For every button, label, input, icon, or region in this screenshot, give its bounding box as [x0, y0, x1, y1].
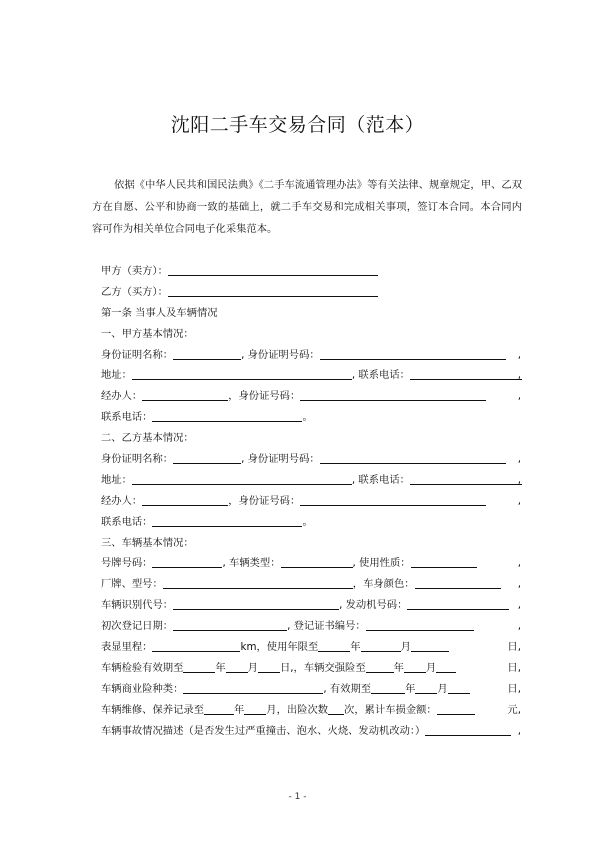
- intro-paragraph: [92, 174, 522, 240]
- usage-label: , 使用性质：: [352, 557, 411, 570]
- a-agent-label: 经办人：: [101, 390, 143, 403]
- b-id-comma: ,: [517, 453, 521, 466]
- engine-blank[interactable]: [407, 597, 509, 610]
- use-year-label: 年: [350, 641, 361, 654]
- accident-comma: ,: [517, 724, 521, 737]
- valid-day-blank[interactable]: [448, 681, 470, 694]
- plate-label: 号牌号码：: [101, 557, 153, 570]
- b-contact-blank[interactable]: [152, 514, 302, 527]
- b-addr-row: [101, 470, 521, 491]
- b-agent-row: [101, 491, 521, 512]
- a-id-no-label: , 身份证明号码：: [241, 348, 320, 361]
- inspect-day-blank[interactable]: [258, 660, 280, 673]
- vin-comma: ,: [517, 599, 521, 612]
- party-b-row: [101, 282, 521, 303]
- claims-unit-label: 次，累计车损金额：: [344, 703, 437, 716]
- insure-day-blank[interactable]: [436, 660, 456, 673]
- section-a-heading: 一、甲方基本情况：: [101, 327, 194, 340]
- maint-year-label: 年: [233, 703, 245, 716]
- plate-row: [101, 553, 521, 574]
- first-reg-comma: ,: [517, 620, 521, 633]
- a-id-name-label: 身份证明名称：: [101, 348, 174, 361]
- accident-row: [101, 721, 521, 742]
- valid-label: , 有效期至: [323, 682, 372, 695]
- cert-blank[interactable]: [366, 618, 474, 631]
- section-b-heading: 二、乙方基本情况：: [101, 432, 194, 445]
- b-addr-blank[interactable]: [132, 472, 352, 485]
- insure-label: ，车辆交强险至: [293, 661, 366, 674]
- a-addr-comma: ,: [517, 369, 521, 382]
- a-tel-blank[interactable]: [410, 367, 522, 380]
- maint-label: 车辆维修、保养记录至: [101, 703, 204, 716]
- a-contact-period: 。: [302, 411, 313, 424]
- first-reg-label: 初次登记日期：: [101, 620, 174, 633]
- inspect-month-blank[interactable]: [226, 660, 248, 673]
- a-id-no-blank[interactable]: [320, 347, 506, 360]
- a-agent-row: [101, 386, 521, 407]
- use-day-label: 日,: [507, 641, 521, 654]
- first-reg-blank[interactable]: [173, 618, 287, 631]
- a-addr-label: 地址：: [101, 369, 132, 382]
- b-tel-blank[interactable]: [410, 472, 522, 485]
- b-agent-id-label: ，身份证号码：: [228, 494, 301, 507]
- valid-month-label: 月: [437, 682, 448, 695]
- party-a-blank[interactable]: [168, 263, 378, 276]
- valid-month-blank[interactable]: [415, 681, 437, 694]
- b-agent-blank[interactable]: [142, 493, 228, 506]
- inspect-month-label: 月: [247, 661, 258, 674]
- vin-row: [101, 595, 521, 616]
- use-month-blank[interactable]: [361, 639, 401, 652]
- brand-comma: ,: [517, 578, 521, 591]
- b-agent-label: 经办人：: [101, 494, 143, 507]
- comm-ins-label: 车辆商业险种类：: [101, 682, 184, 695]
- valid-year-blank[interactable]: [371, 681, 405, 694]
- first-reg-row: [101, 616, 521, 637]
- b-agent-comma: ,: [517, 494, 521, 507]
- vin-blank[interactable]: [173, 597, 339, 610]
- inspect-year-blank[interactable]: [183, 660, 215, 673]
- intro-text: 依据《中华人民共和国民法典》《二手车流通管理办法》等有关法律、规章规定，甲、乙双方在自愿、公平和协商一致的基础上，就二手车交易和完成相关事项，签订本合同。本合同内容可作为相关单位合同电子化采集范本。: [92, 179, 522, 235]
- party-b-label: 乙方（买方）：: [101, 285, 168, 298]
- article-1-heading: 第一条 当事人及车辆情况: [101, 306, 218, 319]
- a-contact-label: 联系电话：: [101, 411, 153, 424]
- accident-blank[interactable]: [425, 723, 511, 736]
- party-a-label: 甲方（卖方）：: [101, 265, 168, 277]
- page-number: - 1 -: [288, 792, 307, 802]
- odo-unit-label: km，使用年限至: [240, 641, 319, 654]
- a-agent-comma: ,: [517, 390, 521, 403]
- usage-blank[interactable]: [411, 555, 477, 568]
- a-id-row: [101, 345, 521, 366]
- b-id-no-label: , 身份证明号码：: [241, 453, 320, 466]
- plate-comma: ,: [517, 557, 521, 570]
- color-blank[interactable]: [415, 576, 501, 589]
- loss-amount-blank[interactable]: [437, 702, 475, 715]
- party-a-row: [101, 261, 521, 282]
- valid-day-label: 日,: [507, 682, 521, 695]
- b-addr-label: 地址：: [101, 473, 132, 486]
- a-addr-blank[interactable]: [132, 367, 352, 380]
- insure-month-blank[interactable]: [404, 660, 426, 673]
- maintenance-row: [101, 700, 521, 721]
- odo-blank[interactable]: [152, 639, 240, 652]
- document-title: 沈阳二手车交易合同（范本）: [170, 114, 425, 136]
- plate-blank[interactable]: [152, 555, 222, 568]
- insure-month-label: 月: [425, 661, 437, 674]
- b-contact-period: 。: [302, 515, 313, 528]
- inspection-row: [101, 658, 521, 679]
- contract-body: [101, 261, 521, 741]
- valid-year-label: 年: [405, 682, 416, 695]
- insure-day-label: 日,: [507, 661, 521, 674]
- inspect-label: 车辆检验有效期至: [101, 661, 184, 674]
- a-contact-row: [101, 407, 521, 428]
- commercial-insurance-row: [101, 679, 521, 700]
- b-contact-label: 联系电话：: [101, 515, 153, 528]
- b-id-name-label: 身份证明名称：: [101, 453, 174, 466]
- inspect-year-label: 年: [215, 661, 226, 674]
- b-tel-label: , 联系电话：: [351, 473, 410, 486]
- brand-label: 厂牌、型号：: [101, 578, 163, 591]
- a-id-name-blank[interactable]: [173, 347, 241, 360]
- maint-month-blank[interactable]: [244, 702, 266, 715]
- a-agent-id-label: ，身份证号码：: [228, 390, 301, 403]
- odometer-row: [101, 637, 521, 658]
- vin-label: 车辆识别代号：: [101, 599, 174, 612]
- a-agent-id-blank[interactable]: [300, 388, 486, 401]
- use-month-label: 月: [400, 641, 411, 654]
- b-id-name-blank[interactable]: [173, 451, 241, 464]
- insure-year-blank[interactable]: [366, 660, 394, 673]
- section-c-heading: 三、车辆基本情况：: [101, 536, 194, 549]
- use-year-blank[interactable]: [318, 639, 350, 652]
- claims-label: ，出险次数: [276, 703, 329, 716]
- a-tel-label: , 联系电话：: [351, 369, 410, 382]
- brand-blank[interactable]: [163, 576, 353, 589]
- vtype-blank[interactable]: [281, 555, 353, 568]
- accident-label: 车辆事故情况描述（是否发生过严重撞击、泡水、火烧、发动机改动：）: [101, 724, 426, 737]
- inspect-day-label: 日,: [279, 661, 294, 674]
- b-contact-row: [101, 512, 521, 533]
- loss-amount-label: 元,: [507, 703, 521, 716]
- claims-blank[interactable]: [328, 702, 344, 715]
- use-day-blank[interactable]: [411, 639, 449, 652]
- maint-month-label: 月: [266, 703, 277, 716]
- cert-label: , 登记证书编号：: [287, 620, 366, 633]
- vtype-label: , 车辆类型：: [222, 557, 281, 570]
- b-agent-id-blank[interactable]: [300, 493, 486, 506]
- insure-year-label: 年: [393, 661, 404, 674]
- color-label: ，车身颜色：: [352, 578, 415, 591]
- maint-year-blank[interactable]: [204, 702, 234, 715]
- b-addr-comma: ,: [517, 473, 521, 486]
- a-agent-blank[interactable]: [142, 388, 228, 401]
- engine-label: , 发动机号码：: [339, 599, 408, 612]
- b-id-row: [101, 449, 521, 470]
- party-b-blank[interactable]: [168, 284, 378, 297]
- brand-row: [101, 574, 521, 595]
- a-contact-blank[interactable]: [152, 409, 302, 422]
- odo-label: 表显里程：: [101, 641, 153, 654]
- a-addr-row: [101, 365, 521, 386]
- comm-ins-blank[interactable]: [183, 681, 323, 694]
- b-id-no-blank[interactable]: [320, 451, 506, 464]
- a-id-comma: ,: [517, 348, 521, 361]
